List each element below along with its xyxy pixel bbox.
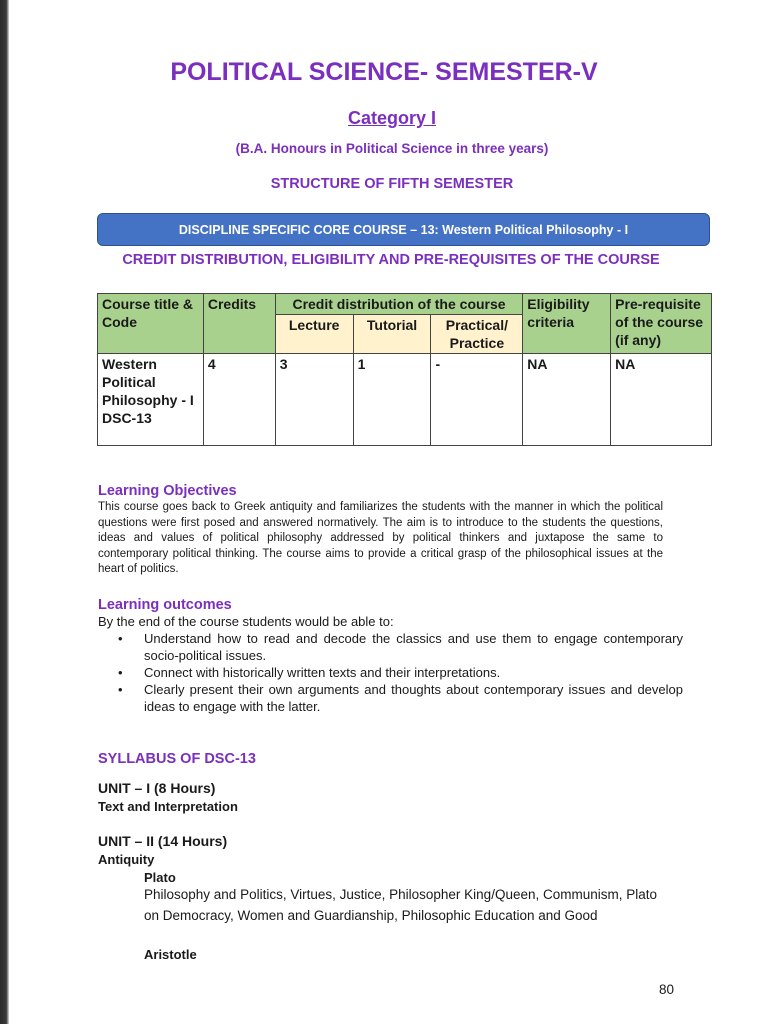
header-eligibility: Eligibility criteria: [523, 294, 611, 354]
syllabus-heading: SYLLABUS OF DSC-13: [98, 751, 256, 767]
bullet-icon: •: [118, 631, 123, 646]
header-credits: Credits: [203, 294, 275, 354]
cell-tutorial: 1: [353, 354, 431, 446]
learning-outcomes-heading: Learning outcomes: [98, 597, 232, 613]
category-heading: Category I: [347, 108, 437, 128]
cell-eligibility: NA: [523, 354, 611, 446]
unit-1-title: UNIT – I (8 Hours): [98, 780, 216, 796]
cell-lecture: 3: [275, 354, 353, 446]
learning-objectives-heading: Learning Objectives: [98, 483, 237, 499]
learning-outcomes-list: [98, 630, 683, 715]
header-course: Course title & Code: [98, 294, 204, 354]
course-banner-text: DISCIPLINE SPECIFIC CORE COURSE – 13: Western Political Philosophy - I: [178, 222, 629, 237]
header-lecture: Lecture: [275, 315, 353, 354]
header-distribution: Credit distribution of the course: [275, 294, 523, 315]
bullet-icon: •: [118, 682, 123, 697]
table-row: [98, 354, 712, 446]
cell-course: Western Political Philosophy - I DSC-13: [98, 354, 204, 446]
credit-distribution-heading: CREDIT DISTRIBUTION, ELIGIBILITY AND PRE-REQUISITES OF THE COURSE: [122, 252, 660, 268]
page-number: 80: [658, 982, 674, 997]
list-item: • Connect with historically written texts and their interpretations.: [118, 665, 501, 680]
unit-2-subtitle: Antiquity: [98, 852, 155, 867]
page-title: POLITICAL SCIENCE- SEMESTER-V: [170, 58, 598, 86]
bullet-icon: •: [118, 665, 123, 680]
unit-2-title: UNIT – II (14 Hours): [98, 833, 228, 849]
plato-heading: Plato: [144, 870, 176, 885]
structure-heading: STRUCTURE OF FIFTH SEMESTER: [270, 176, 514, 192]
programme-subtitle: (B.A. Honours in Political Science in three years): [235, 141, 549, 156]
cell-prereq: NA: [611, 354, 712, 446]
header-tutorial: Tutorial: [353, 315, 431, 354]
cell-practical: -: [431, 354, 523, 446]
list-item: • Understand how to read and decode the classics and use them to engage contemporary socio-political issues.: [118, 631, 683, 663]
aristotle-heading: Aristotle: [144, 947, 197, 962]
unit-1-subtitle: Text and Interpretation: [98, 799, 238, 814]
learning-objectives-text: This course goes back to Greek antiquity and familiarizes the students with the manner in which the political questions were first posed and answered normatively. The aim is to introduce to the students the questions, ideas and values of political philosophy addressed by political thinkers and juxtapose the same to contemporary political thinking. The course aims to provide a critical grasp of the philosophical issues at the heart of politics.: [98, 501, 663, 575]
list-item: • Clearly present their own arguments and thoughts about contemporary issues and develop ideas to engage with the latter.: [118, 682, 683, 714]
course-banner: [97, 213, 710, 246]
header-practical: Practical/ Practice: [431, 315, 523, 354]
plato-topics: Philosophy and Politics, Virtues, Justice, Philosopher King/Queen, Communism, Plato on Democracy, Women and Guardianship, Philosophic Education and Good: [144, 887, 658, 923]
header-prereq: Pre-requisite of the course (if any): [611, 294, 712, 354]
learning-outcomes-intro: By the end of the course students would be able to:: [98, 614, 394, 629]
cell-credits: 4: [203, 354, 275, 446]
credit-table: [97, 293, 712, 446]
